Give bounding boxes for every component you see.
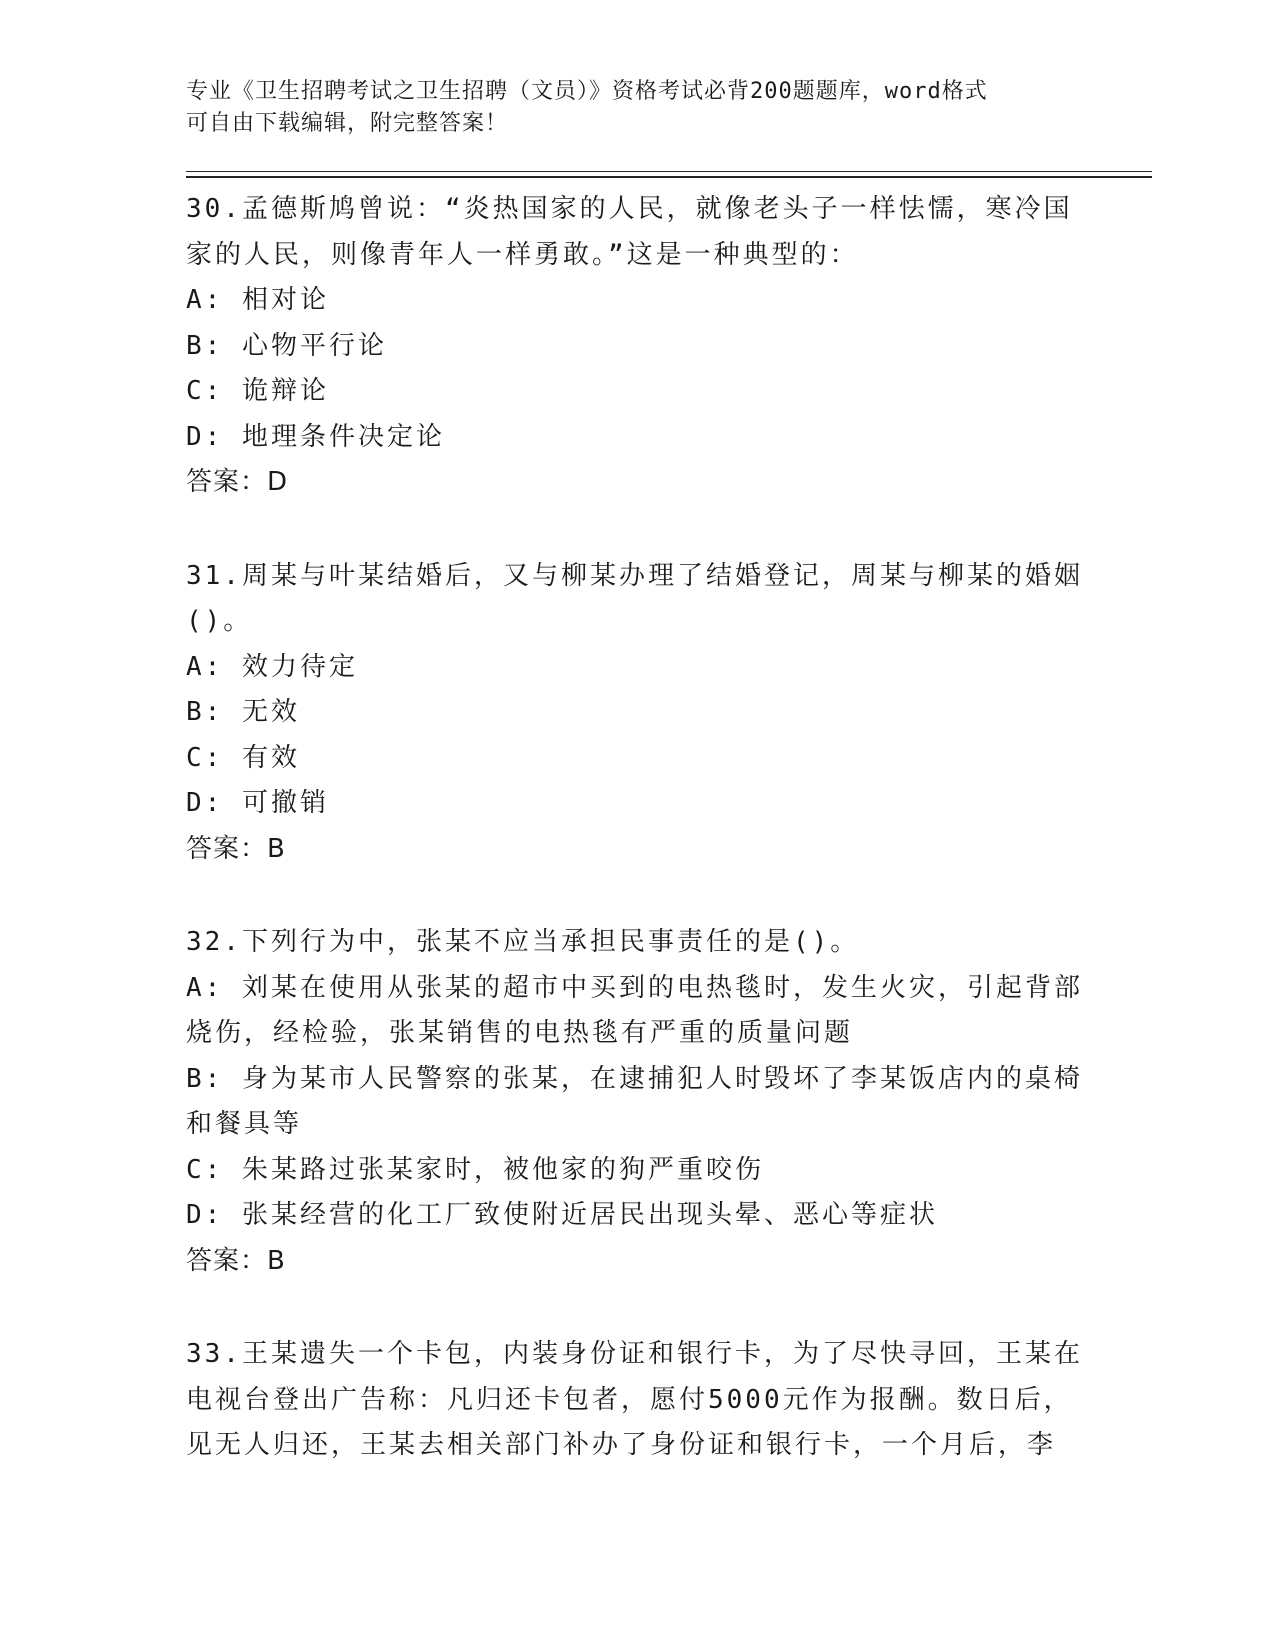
question-stem-line: ()。 bbox=[186, 606, 253, 636]
header-rule-thick bbox=[186, 176, 1152, 178]
question-stem-line: 电视台登出广告称：凡归还卡包者，愿付5000元作为报酬。数日后， bbox=[186, 1384, 1073, 1415]
question-stem-line: 家的人民，则像青年人一样勇敢。”这是一种典型的： bbox=[186, 239, 859, 270]
header-line-2: 可自由下载编辑，附完整答案！ bbox=[186, 111, 509, 136]
question-stem-line: 33.王某遗失一个卡包，内装身份证和银行卡，为了尽快寻回，王某在 bbox=[186, 1339, 1083, 1369]
option-a: A: 相对论 bbox=[186, 285, 329, 315]
header-rule-thin bbox=[186, 171, 1152, 172]
option-d: D: 张某经营的化工厂致使附近居民出现头晕、恶心等症状 bbox=[186, 1200, 938, 1230]
document-header bbox=[186, 76, 1086, 140]
question-32 bbox=[186, 920, 1086, 1284]
option-a: A: 刘某在使用从张某的超市中买到的电热毯时，发生火灾，引起背部 bbox=[186, 972, 1083, 1003]
option-c: C: 诡辩论 bbox=[186, 376, 329, 406]
question-list bbox=[186, 187, 1086, 1517]
option-c: C: 有效 bbox=[186, 742, 300, 773]
option-b: B: 身为某市人民警察的张某，在逮捕犯人时毁坏了李某饭店内的桌椅 bbox=[186, 1063, 1083, 1094]
option-a-continued: 烧伤，经检验，张某销售的电热毯有严重的质量问题 bbox=[186, 1018, 854, 1048]
option-b-continued: 和餐具等 bbox=[186, 1109, 303, 1139]
question-stem-line: 32.下列行为中，张某不应当承担民事责任的是()。 bbox=[186, 927, 860, 957]
answer-line: 答案：D bbox=[186, 467, 289, 497]
option-d: D: 地理条件决定论 bbox=[186, 421, 445, 452]
answer-line: 答案：B bbox=[186, 1245, 286, 1276]
option-d: D: 可撤销 bbox=[186, 788, 329, 818]
question-30 bbox=[186, 187, 1086, 506]
answer-line: 答案：B bbox=[186, 833, 286, 864]
header-line-1: 专业《卫生招聘考试之卫生招聘（文员）》资格考试必背200题题库，word格式 bbox=[186, 79, 988, 104]
question-stem-line: 见无人归还，王某去相关部门补办了身份证和银行卡，一个月后，李 bbox=[186, 1430, 1057, 1460]
option-a: A: 效力待定 bbox=[186, 651, 358, 682]
option-b: B: 无效 bbox=[186, 697, 300, 727]
option-c: C: 朱某路过张某家时，被他家的狗严重咬伤 bbox=[186, 1154, 764, 1185]
question-stem-line: 31.周某与叶某结婚后，又与柳某办理了结婚登记，周某与柳某的婚姻 bbox=[186, 560, 1083, 591]
question-31 bbox=[186, 554, 1086, 873]
question-stem-line: 30.孟德斯鸠曾说：“炎热国家的人民，就像老头子一样怯懦，寒冷国 bbox=[186, 194, 1073, 224]
option-b: B: 心物平行论 bbox=[186, 330, 387, 361]
question-33 bbox=[186, 1332, 1086, 1469]
